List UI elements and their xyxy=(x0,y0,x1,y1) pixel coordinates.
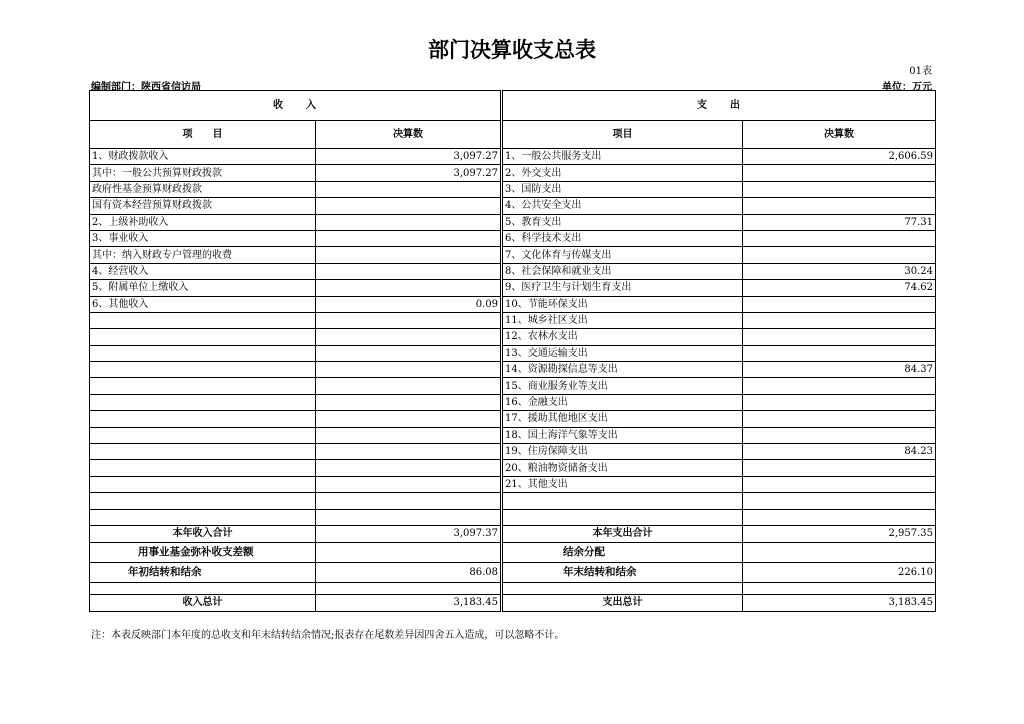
income-item-header: 项 目 xyxy=(90,121,316,149)
expense-item-label: 1、一般公共服务支出 xyxy=(503,149,743,165)
expense-item-label: 16、金融支出 xyxy=(503,394,743,410)
expense-item-value xyxy=(743,312,936,328)
expense-item-value xyxy=(743,329,936,345)
income-item-label: 国有资本经营预算财政拨款 xyxy=(90,198,316,214)
expense-item-value xyxy=(743,460,936,476)
income-item-value xyxy=(316,312,501,328)
table-row xyxy=(90,394,936,410)
section-header-row xyxy=(90,91,936,121)
balance-row xyxy=(90,562,936,582)
income-item-value xyxy=(316,444,501,460)
year-income-total-label: 本年收入合计 xyxy=(90,525,316,542)
table-row xyxy=(90,509,936,525)
year-expense-total-label: 本年支出合计 xyxy=(503,525,743,542)
income-item-value xyxy=(316,362,501,378)
income-item-label xyxy=(90,476,316,492)
grand-total-row xyxy=(90,594,936,611)
table-row xyxy=(90,296,936,312)
table-row xyxy=(90,411,936,427)
income-item-label xyxy=(90,378,316,394)
expense-item-label: 20、粮油物资储备支出 xyxy=(503,460,743,476)
income-item-value xyxy=(316,230,501,246)
begin-balance-value: 86.08 xyxy=(316,562,501,582)
table-row xyxy=(90,493,936,509)
table-row xyxy=(90,149,936,165)
expense-item-value xyxy=(743,296,936,312)
income-item-value xyxy=(316,247,501,263)
end-balance-label: 年末结转和结余 xyxy=(503,562,743,582)
expense-amount-header: 决算数 xyxy=(743,121,936,149)
expense-item-value xyxy=(743,165,936,181)
begin-balance-label: 年初结转和结余 xyxy=(90,562,316,582)
expense-section-header: 支 出 xyxy=(503,91,936,121)
surplus-dist-label: 结余分配 xyxy=(503,542,743,562)
year-income-total-value: 3,097.37 xyxy=(316,525,501,542)
income-item-label xyxy=(90,312,316,328)
expense-item-label: 15、商业服务业等支出 xyxy=(503,378,743,394)
income-item-label: 1、财政拨款收入 xyxy=(90,149,316,165)
table-row xyxy=(90,362,936,378)
end-balance-value: 226.10 xyxy=(743,562,936,582)
income-item-label: 3、事业收入 xyxy=(90,230,316,246)
income-section-header: 收 入 xyxy=(90,91,501,121)
surplus-dist-value xyxy=(743,542,936,562)
income-item-label xyxy=(90,411,316,427)
income-item-value: 3,097.27 xyxy=(316,149,501,165)
expense-item-label: 4、公共安全支出 xyxy=(503,198,743,214)
expense-item-value xyxy=(743,476,936,492)
income-item-value xyxy=(316,427,501,443)
table-row xyxy=(90,198,936,214)
expense-item-value: 77.31 xyxy=(743,214,936,230)
income-item-label xyxy=(90,345,316,361)
expense-item-value xyxy=(743,247,936,263)
expense-grand-total-value: 3,183.45 xyxy=(743,594,936,611)
income-item-value xyxy=(316,493,501,509)
income-item-value xyxy=(316,214,501,230)
table-row xyxy=(90,247,936,263)
expense-item-label: 13、交通运输支出 xyxy=(503,345,743,361)
income-item-value xyxy=(316,345,501,361)
blank-row xyxy=(90,582,936,594)
table-row xyxy=(90,476,936,492)
expense-item-value xyxy=(743,345,936,361)
expense-item-label: 21、其他支出 xyxy=(503,476,743,492)
income-item-value xyxy=(316,394,501,410)
income-item-label: 其中：纳入财政专户管理的收费 xyxy=(90,247,316,263)
expense-item-label: 2、外交支出 xyxy=(503,165,743,181)
expense-item-label: 11、城乡社区支出 xyxy=(503,312,743,328)
expense-item-label: 19、住房保障支出 xyxy=(503,444,743,460)
income-item-value xyxy=(316,378,501,394)
table-row xyxy=(90,165,936,181)
table-row xyxy=(90,230,936,246)
table-row xyxy=(90,345,936,361)
income-expense-table xyxy=(89,90,936,612)
expense-item-label: 7、文化体育与传媒支出 xyxy=(503,247,743,263)
expense-item-label: 12、农林水支出 xyxy=(503,329,743,345)
unit-label: 单位：万元 xyxy=(882,82,932,93)
expense-item-value xyxy=(743,411,936,427)
income-item-value xyxy=(316,198,501,214)
expense-item-value xyxy=(743,378,936,394)
year-total-row xyxy=(90,525,936,542)
expense-item-label xyxy=(503,509,743,525)
expense-item-value xyxy=(743,509,936,525)
expense-grand-total-label: 支出总计 xyxy=(503,594,743,611)
income-item-label xyxy=(90,444,316,460)
table-row xyxy=(90,427,936,443)
column-header-row xyxy=(90,121,936,149)
expense-item-value xyxy=(743,181,936,197)
fund-gap-label: 用事业基金弥补收支差额 xyxy=(90,542,316,562)
expense-item-value xyxy=(743,394,936,410)
table-row xyxy=(90,181,936,197)
income-item-value xyxy=(316,280,501,296)
income-item-label: 4、经营收入 xyxy=(90,263,316,279)
expense-item-value: 84.37 xyxy=(743,362,936,378)
year-expense-total-value: 2,957.35 xyxy=(743,525,936,542)
expense-item-value xyxy=(743,493,936,509)
expense-item-label: 5、教育支出 xyxy=(503,214,743,230)
income-item-value xyxy=(316,263,501,279)
expense-item-label: 10、节能环保支出 xyxy=(503,296,743,312)
income-item-label xyxy=(90,493,316,509)
expense-item-value xyxy=(743,230,936,246)
table-row xyxy=(90,312,936,328)
expense-item-value xyxy=(743,427,936,443)
expense-item-value: 2,606.59 xyxy=(743,149,936,165)
footnote: 注：本表反映部门本年度的总收支和年末结转结余情况;报表存在尾数差异因四舍五入造成，可以忽略不计。 xyxy=(91,630,565,641)
income-item-label: 政府性基金预算财政拨款 xyxy=(90,181,316,197)
fund-gap-row xyxy=(90,542,936,562)
page-title: 部门决算收支总表 xyxy=(428,38,596,62)
income-item-label xyxy=(90,460,316,476)
income-grand-total-value: 3,183.45 xyxy=(316,594,501,611)
expense-item-label: 9、医疗卫生与计划生育支出 xyxy=(503,280,743,296)
table-row xyxy=(90,444,936,460)
income-item-value: 0.09 xyxy=(316,296,501,312)
expense-item-value xyxy=(743,198,936,214)
table-row xyxy=(90,460,936,476)
income-item-value xyxy=(316,509,501,525)
expense-item-label: 8、社会保障和就业支出 xyxy=(503,263,743,279)
income-item-label xyxy=(90,509,316,525)
expense-item-header: 项目 xyxy=(503,121,743,149)
income-grand-total-label: 收入总计 xyxy=(90,594,316,611)
expense-item-label: 17、援助其他地区支出 xyxy=(503,411,743,427)
expense-item-label: 14、资源勘探信息等支出 xyxy=(503,362,743,378)
income-item-label xyxy=(90,394,316,410)
income-item-value xyxy=(316,181,501,197)
department-label: 编制部门：陕西省信访局 xyxy=(91,82,201,93)
income-item-value xyxy=(316,476,501,492)
expense-item-label: 3、国防支出 xyxy=(503,181,743,197)
income-item-label: 6、其他收入 xyxy=(90,296,316,312)
income-item-value xyxy=(316,460,501,476)
table-row xyxy=(90,214,936,230)
income-item-label xyxy=(90,427,316,443)
expense-item-label: 6、科学技术支出 xyxy=(503,230,743,246)
income-item-label: 2、上级补助收入 xyxy=(90,214,316,230)
expense-item-label xyxy=(503,493,743,509)
income-item-value xyxy=(316,329,501,345)
table-row xyxy=(90,378,936,394)
income-amount-header: 决算数 xyxy=(316,121,501,149)
income-item-value xyxy=(316,411,501,427)
table-row xyxy=(90,263,936,279)
income-item-label xyxy=(90,362,316,378)
table-row xyxy=(90,329,936,345)
income-item-value: 3,097.27 xyxy=(316,165,501,181)
income-item-label: 5、附属单位上缴收入 xyxy=(90,280,316,296)
expense-item-value: 84.23 xyxy=(743,444,936,460)
income-item-label: 其中：一般公共预算财政拨款 xyxy=(90,165,316,181)
expense-item-value: 30.24 xyxy=(743,263,936,279)
fund-gap-value xyxy=(316,542,501,562)
income-item-label xyxy=(90,329,316,345)
expense-item-label: 18、国土海洋气象等支出 xyxy=(503,427,743,443)
form-number: 01表 xyxy=(909,66,932,77)
expense-item-value: 74.62 xyxy=(743,280,936,296)
table-row xyxy=(90,280,936,296)
